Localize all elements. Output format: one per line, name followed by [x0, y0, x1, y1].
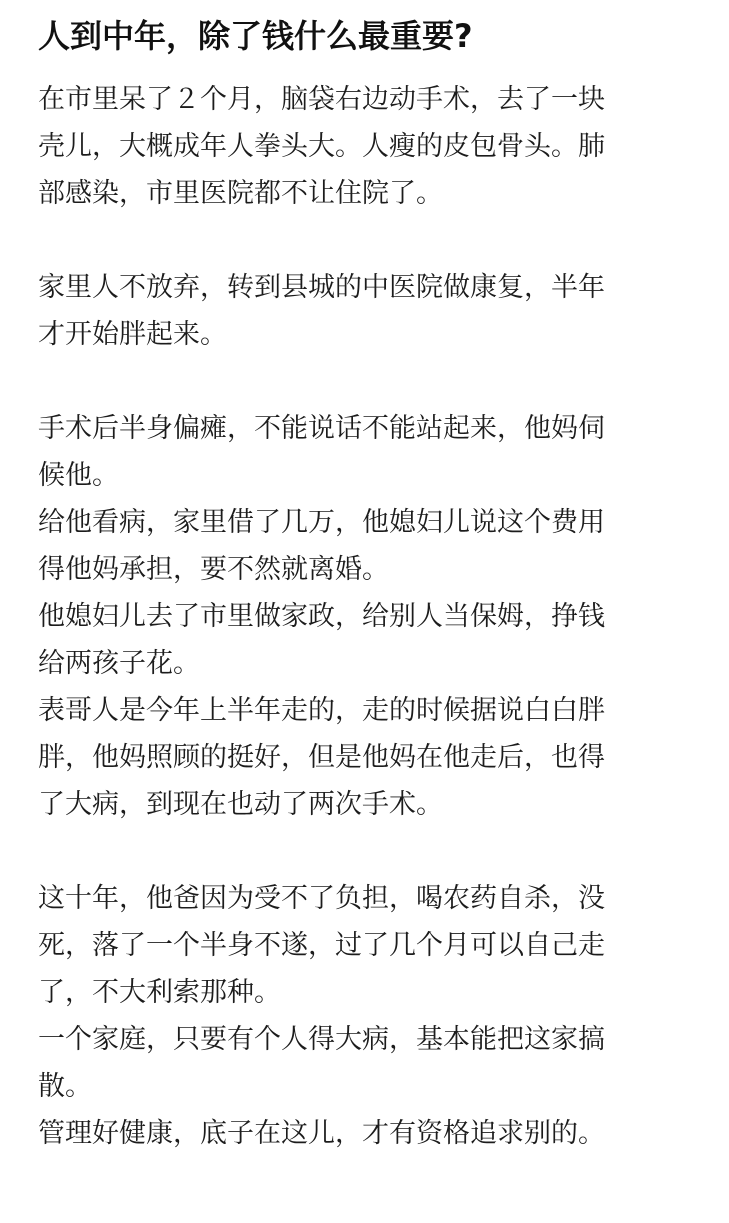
text-line: 家里人不放弃，转到县城的中医院做康复，半年: [38, 272, 605, 303]
text-line: 给他看病，家里借了几万，他媳妇儿说这个费用: [38, 507, 605, 538]
text-line: 在市里呆了２个月，脑袋右边动手术，去了一块: [38, 84, 605, 115]
text-line: 部感染，市里医院都不让住院了。: [38, 178, 443, 209]
article-body: [38, 76, 703, 1157]
blank-line: [38, 828, 703, 875]
text-line: 手术后半身偏瘫，不能说话不能站起来，他妈伺: [38, 413, 605, 444]
text-line: 一个家庭，只要有个人得大病，基本能把这家搞: [38, 1024, 605, 1055]
text-line: 死，落了一个半身不遂，过了几个月可以自己走: [38, 930, 605, 961]
blank-line: [38, 358, 703, 405]
text-line: 胖，他妈照顾的挺好，但是他妈在他走后，也得: [38, 742, 605, 773]
text-line: 才开始胖起来。: [38, 319, 227, 350]
text-line: 得他妈承担，要不然就离婚。: [38, 554, 389, 585]
text-line: 给两孩子花。: [38, 648, 200, 679]
text-line: 壳儿，大概成年人拳头大。人瘦的皮包骨头。肺: [38, 131, 605, 162]
blank-line: [38, 217, 703, 264]
text-line: 候他。: [38, 460, 119, 491]
text-line: 散。: [38, 1071, 92, 1102]
text-line: 他媳妇儿去了市里做家政，给别人当保姆，挣钱: [38, 601, 605, 632]
text-line: 了大病，到现在也动了两次手术。: [38, 789, 443, 820]
text-line: 这十年，他爸因为受不了负担，喝农药自杀，没: [38, 883, 605, 914]
text-line: 管理好健康，底子在这儿，才有资格追求别的。: [38, 1118, 605, 1149]
text-line: 表哥人是今年上半年走的，走的时候据说白白胖: [38, 695, 605, 726]
article-title: 人到中年，除了钱什么最重要?: [38, 17, 473, 55]
text-line: 了，不大利索那种。: [38, 977, 281, 1008]
